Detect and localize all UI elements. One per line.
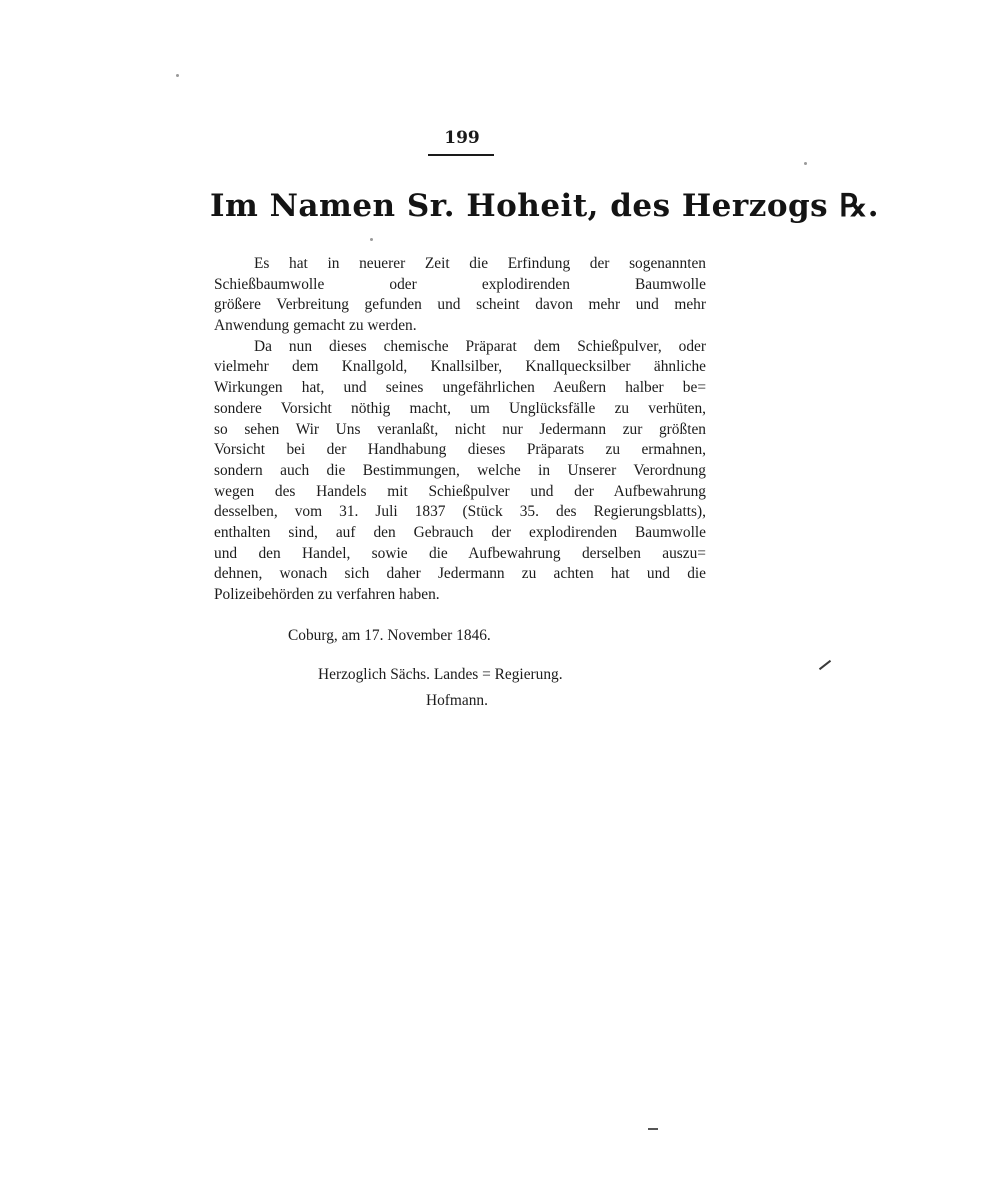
decree-body bbox=[214, 254, 706, 606]
body-line: und den Handel, sowie die Aufbewahrung derselben auszu= bbox=[214, 544, 706, 562]
signatory: Hofmann. bbox=[426, 692, 488, 709]
body-line: vielmehr dem Knallgold, Knallsilber, Knallquecksilber ähnliche bbox=[214, 358, 706, 376]
body-line: Schießbaumwolle oder explodirenden Baumwolle bbox=[214, 275, 706, 293]
body-line: desselben, vom 31. Juli 1837 (Stück 35. des Regierungsblatts), bbox=[214, 503, 706, 521]
body-line: Wirkungen hat, und seines ungefährlichen Aeußern halber be= bbox=[214, 379, 706, 397]
body-line: Polizeibehörden zu verfahren haben. bbox=[214, 586, 440, 603]
body-line: größere Verbreitung gefunden und scheint davon mehr und mehr bbox=[214, 296, 706, 314]
body-line: dehnen, wonach sich daher Jedermann zu achten hat und die bbox=[214, 565, 706, 583]
document-heading: Im Namen Sr. Hoheit, des Herzogs ℞. bbox=[210, 188, 880, 224]
body-line: Anwendung gemacht zu werden. bbox=[214, 317, 417, 335]
body-line: Da nun dieses chemische Präparat dem Schießpulver, oder bbox=[254, 337, 706, 355]
body-line: Es hat in neuerer Zeit die Erfindung der sogenannten bbox=[254, 255, 706, 272]
body-line: sondere Vorsicht nöthig macht, um Unglücksfälle zu verhüten, bbox=[214, 399, 706, 417]
body-line: so sehen Wir Uns veranlaßt, nicht nur Jedermann zur größten bbox=[214, 420, 706, 438]
scan-speck bbox=[176, 74, 179, 77]
page-number: 199 bbox=[444, 128, 480, 148]
body-line: wegen des Handels mit Schießpulver und der Aufbewahrung bbox=[214, 482, 706, 500]
body-line: Vorsicht bei der Handhabung dieses Präparats zu ermahnen, bbox=[214, 441, 706, 459]
place-date: Coburg, am 17. November 1846. bbox=[288, 627, 491, 644]
scan-speck bbox=[804, 162, 807, 165]
issuing-authority: Herzoglich Sächs. Landes = Regierung. bbox=[318, 666, 563, 683]
body-line: sondern auch die Bestimmungen, welche in Unserer Verordnung bbox=[214, 461, 706, 479]
page-number-rule bbox=[428, 154, 494, 156]
margin-mark bbox=[819, 660, 831, 670]
body-line: enthalten sind, auf den Gebrauch der explodirenden Baumwolle bbox=[214, 523, 706, 541]
margin-mark bbox=[648, 1128, 658, 1130]
scan-speck bbox=[370, 238, 373, 241]
